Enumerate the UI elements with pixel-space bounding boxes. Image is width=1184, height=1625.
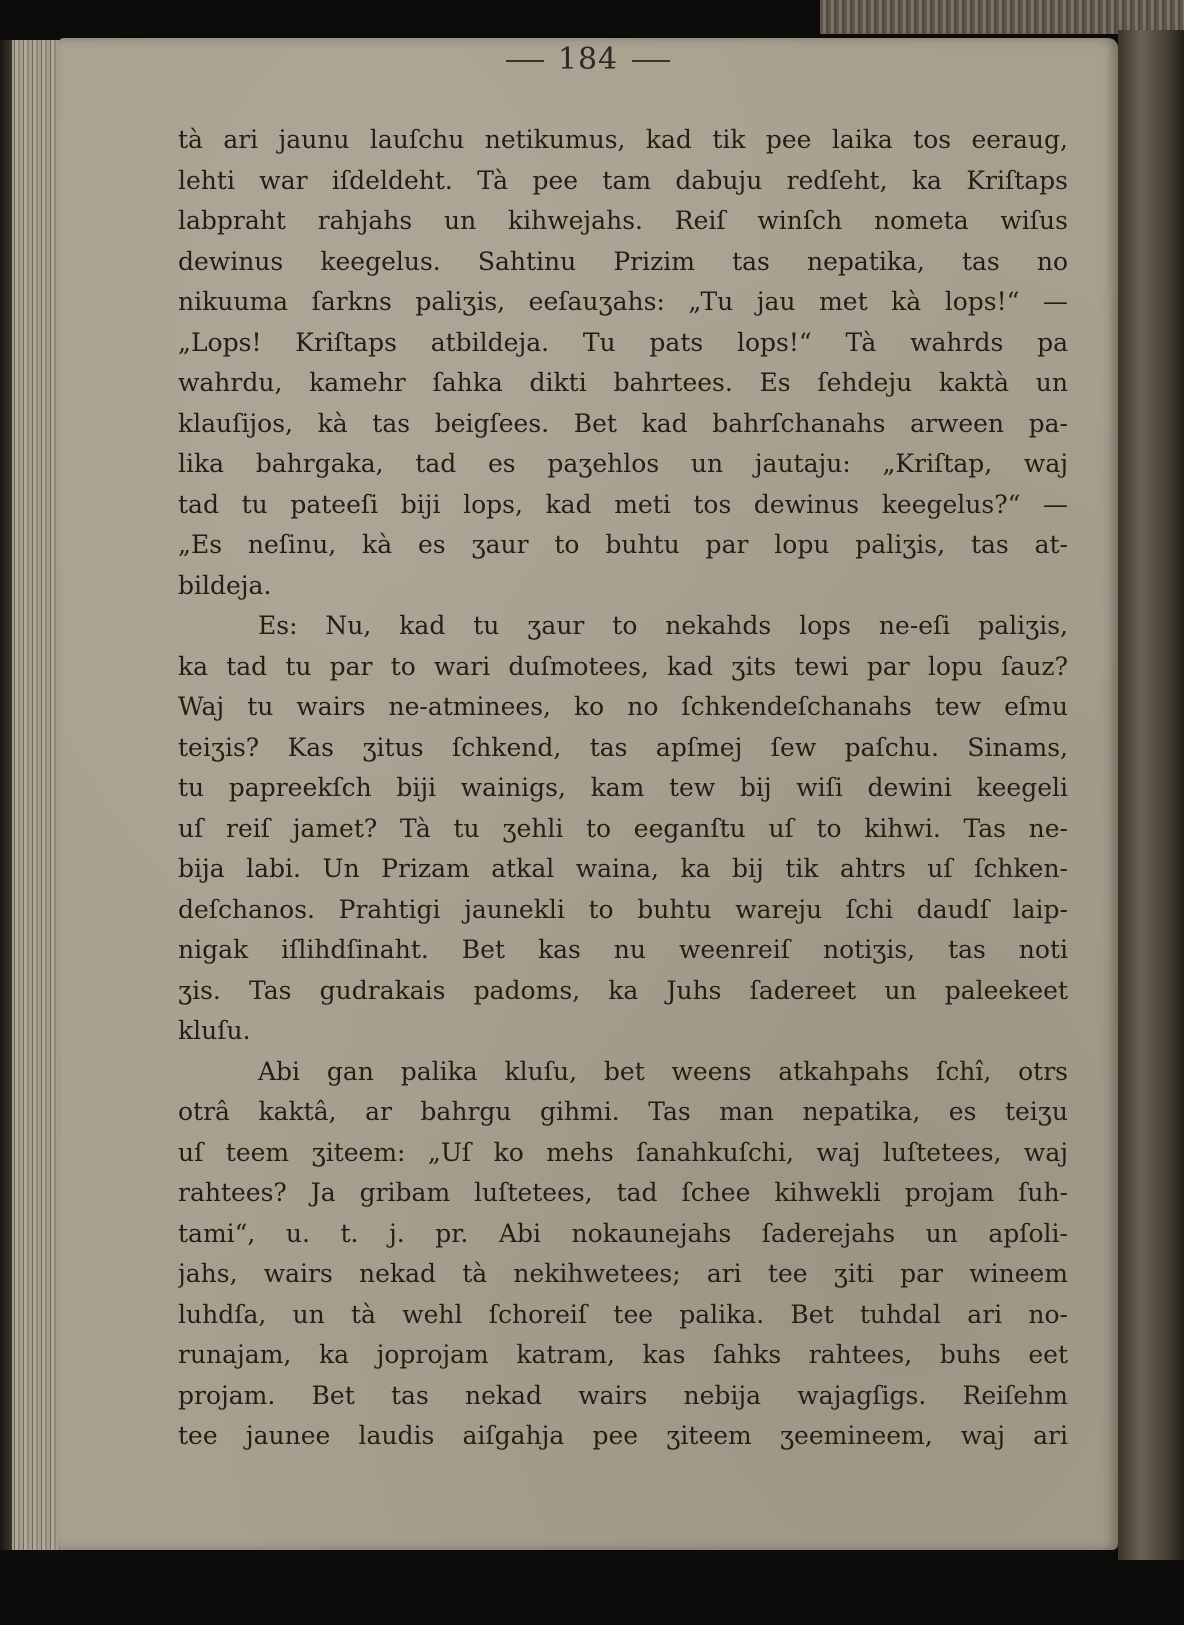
- text-line: nikuuma ſarkns paliʒis, eeſauʒahs: „Tu jau met kà lops!“ —: [178, 287, 1068, 316]
- text-line: Waj tu wairs ne-atminees, ko no ſchkendeſchanahs tew eſmu: [178, 692, 1068, 721]
- text-line: ka tad tu par to wari duſmotees, kad ʒits tewi par lopu ſauz?: [178, 651, 1068, 681]
- text-line: tu papreekſch biji wainigs, kam tew bij wiſi dewini keegeli: [178, 773, 1068, 802]
- text-line: bija labi. Un Prizam atkal waina, ka bij tik ahtrs uſ ſchken-: [178, 854, 1068, 883]
- text-line: tami“, u. t. j. pr. Abi nokaunejahs ſaderejahs un apſoli-: [178, 1218, 1068, 1248]
- text-line: bildeja.: [178, 570, 272, 600]
- text-line: runajam, ka joprojam katram, kas ſahks rahtees, buhs eet: [178, 1340, 1068, 1369]
- text-line: tà ari jaunu lauſchu netikumus, kad tik pee laika tos eeraug,: [178, 125, 1068, 154]
- text-line: uſ teem ʒiteem: „Uſ ko mehs ſanahkuſchi, waj luſtetees, waj: [178, 1137, 1068, 1167]
- header-dash-right: [632, 60, 670, 62]
- text-line: jahs, wairs nekad tà nekihwetees; ari tee ʒiti par wineem: [178, 1259, 1068, 1288]
- text-line: rahtees? Ja gribam luſtetees, tad ſchee kihwekli projam ſuh-: [178, 1178, 1068, 1207]
- text-line: uſ reiſ jamet? Tà tu ʒehli to eeganſtu uſ to kihwi. Tas ne-: [178, 813, 1068, 843]
- text-line: tee jaunee laudis aiſgahja pee ʒiteem ʒeemineem, waj ari: [178, 1421, 1068, 1450]
- text-line: projam. Bet tas nekad wairs nebija wajagſigs. Reiſehm: [178, 1380, 1068, 1410]
- text-line: ʒis. Tas gudrakais padoms, ka Juhs ſadereet un paleekeet: [178, 975, 1068, 1005]
- text-line: kluſu.: [178, 1016, 251, 1045]
- book-spine: [1118, 30, 1184, 1560]
- cloth-binding: [820, 0, 1184, 34]
- page-number: 184: [557, 42, 619, 77]
- text-line: luhdſa, un tà wehl ſchoreiſ tee palika. Bet tuhdal ari no-: [178, 1299, 1068, 1329]
- text-line: labpraht rahjahs un kihwejahs. Reiſ winſch nometa wiſus: [178, 206, 1068, 235]
- text-line: tad tu pateeſi biji lops, kad meti tos dewinus keegelus?“ —: [178, 489, 1068, 519]
- text-line: klauſijos, kà tas beigſees. Bet kad bahrſchanahs arween pa-: [178, 408, 1068, 438]
- text-line: teiʒis? Kas ʒitus ſchkend, tas apſmej ſew paſchu. Sinams,: [178, 732, 1068, 762]
- text-line: nigak iſlihdſinaht. Bet kas nu weenreiſ notiʒis, tas noti: [178, 935, 1068, 964]
- text-line: „Lops! Kriſtaps atbildeja. Tu pats lops!“ Tà wahrds pa: [178, 327, 1068, 357]
- edge-shadow: [0, 40, 12, 1550]
- text-line: Es: Nu, kad tu ʒaur to nekahds lops ne-eſi paliʒis,: [258, 611, 1068, 640]
- text-line: deſchanos. Prahtigi jaunekli to buhtu wareju ſchi daudſ laip-: [178, 894, 1068, 924]
- text-line: lehti war iſdeldeht. Tà pee tam dabuju redſeht, ka Kriſtaps: [178, 165, 1068, 195]
- text-line: wahrdu, kamehr ſahka dikti bahrtees. Es ſehdeju kaktà un: [178, 368, 1068, 397]
- text-line: „Es neſinu, kà es ʒaur to buhtu par lopu paliʒis, tas at-: [178, 530, 1068, 559]
- text-line: dewinus keegelus. Sahtinu Prizim tas nepatika, tas no: [178, 246, 1068, 276]
- text-line: lika bahrgaka, tad es paʒehlos un jautaju: „Kriſtap, waj: [178, 449, 1068, 478]
- page-header: [58, 42, 1118, 77]
- header-dash-left: [506, 60, 544, 62]
- text-line: otrâ kaktâ, ar bahrgu gihmi. Tas man nepatika, es teiʒu: [178, 1097, 1068, 1126]
- body-text: [178, 120, 1068, 1457]
- text-line: Abi gan palika kluſu, bet weens atkahpahs ſchî, otrs: [258, 1056, 1068, 1086]
